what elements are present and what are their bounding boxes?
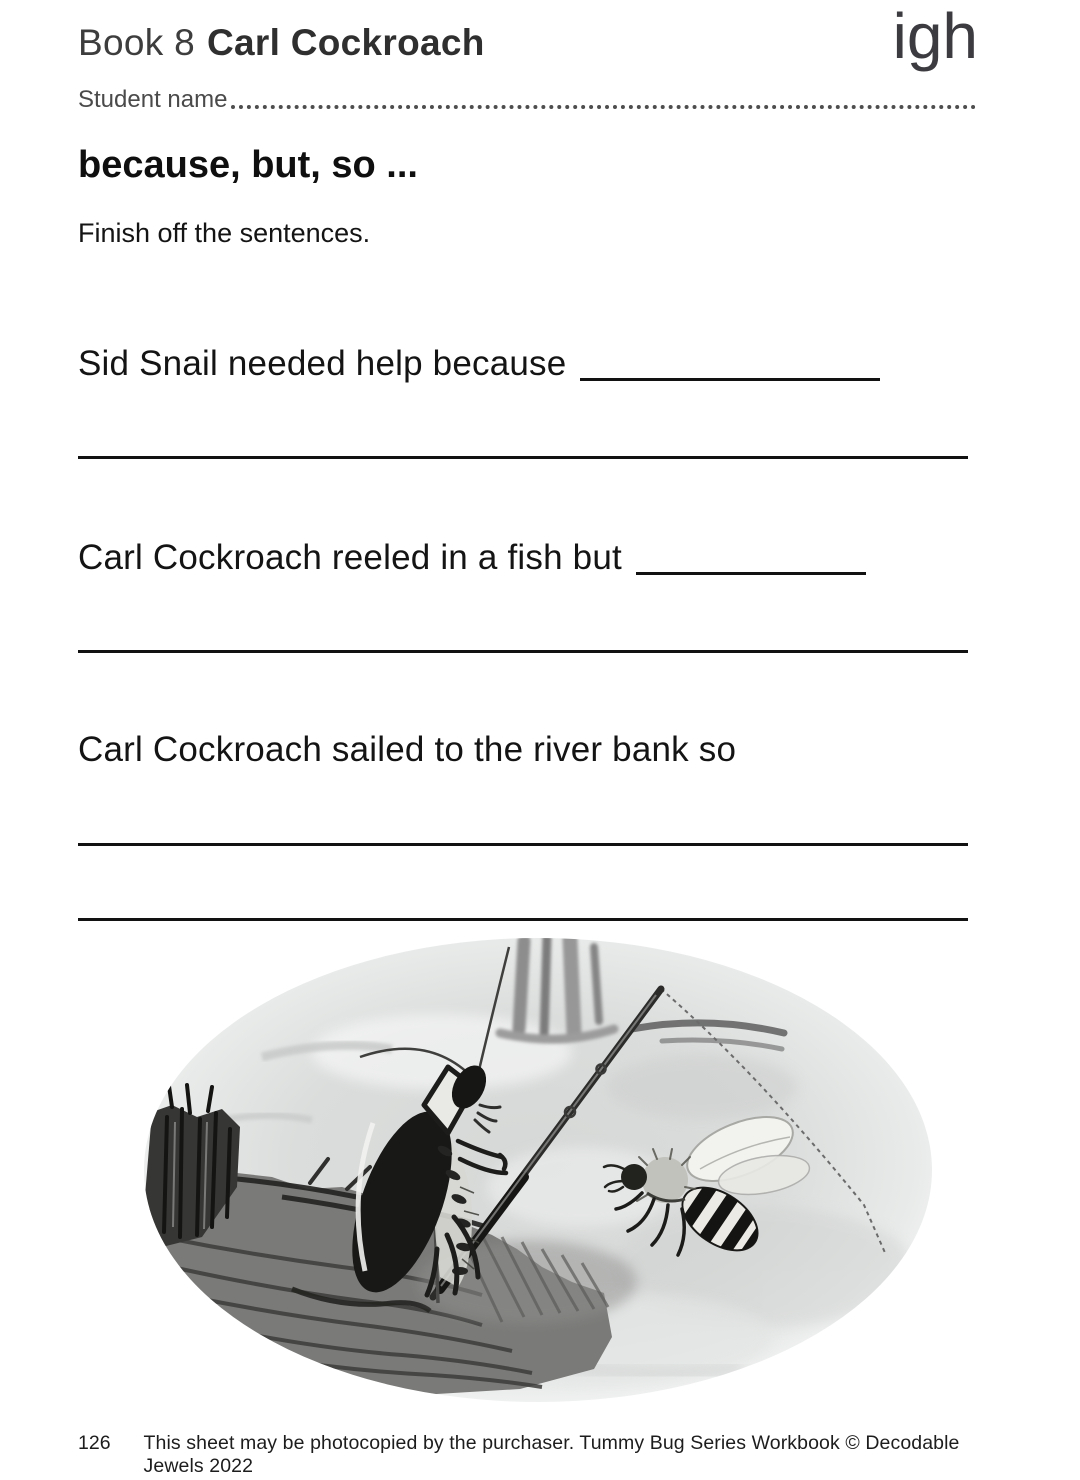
instruction-text: Finish off the sentences. — [78, 218, 371, 248]
student-name-row — [78, 86, 976, 114]
sentence-text: Carl Cockroach reeled in a fish but — [78, 538, 622, 577]
phoneme-label: igh — [892, 0, 978, 72]
sentence-text: Carl Cockroach sailed to the river bank so — [78, 730, 737, 769]
writing-line[interactable] — [78, 918, 968, 921]
cockroach-fishing-illustration — [142, 937, 934, 1403]
student-name-label: Student name — [78, 86, 228, 113]
sentence-prompt — [78, 538, 866, 578]
bee-head — [621, 1164, 647, 1190]
page-title — [78, 22, 485, 64]
writing-line[interactable] — [78, 843, 968, 846]
sentence-prompt — [78, 730, 736, 770]
student-name-field[interactable] — [231, 105, 976, 109]
answer-blank[interactable] — [580, 370, 880, 381]
copyright-text: This sheet may be photocopied by the purchaser. Tummy Bug Series Workbook © Decodable Jewels 2022 — [143, 1432, 960, 1477]
exercise-heading: because, but, so ... — [78, 144, 418, 186]
answer-blank[interactable] — [636, 564, 866, 575]
book-name: Carl Cockroach — [207, 22, 485, 63]
footer — [78, 1432, 1002, 1478]
bee-thorax — [642, 1157, 688, 1203]
sentence-prompt — [78, 344, 880, 384]
sentence-text: Sid Snail needed help because — [78, 344, 567, 383]
writing-line[interactable] — [78, 456, 968, 459]
illustration — [142, 937, 934, 1403]
page-number: 126 — [78, 1432, 111, 1454]
book-number: Book 8 — [78, 22, 195, 63]
writing-line[interactable] — [78, 650, 968, 653]
